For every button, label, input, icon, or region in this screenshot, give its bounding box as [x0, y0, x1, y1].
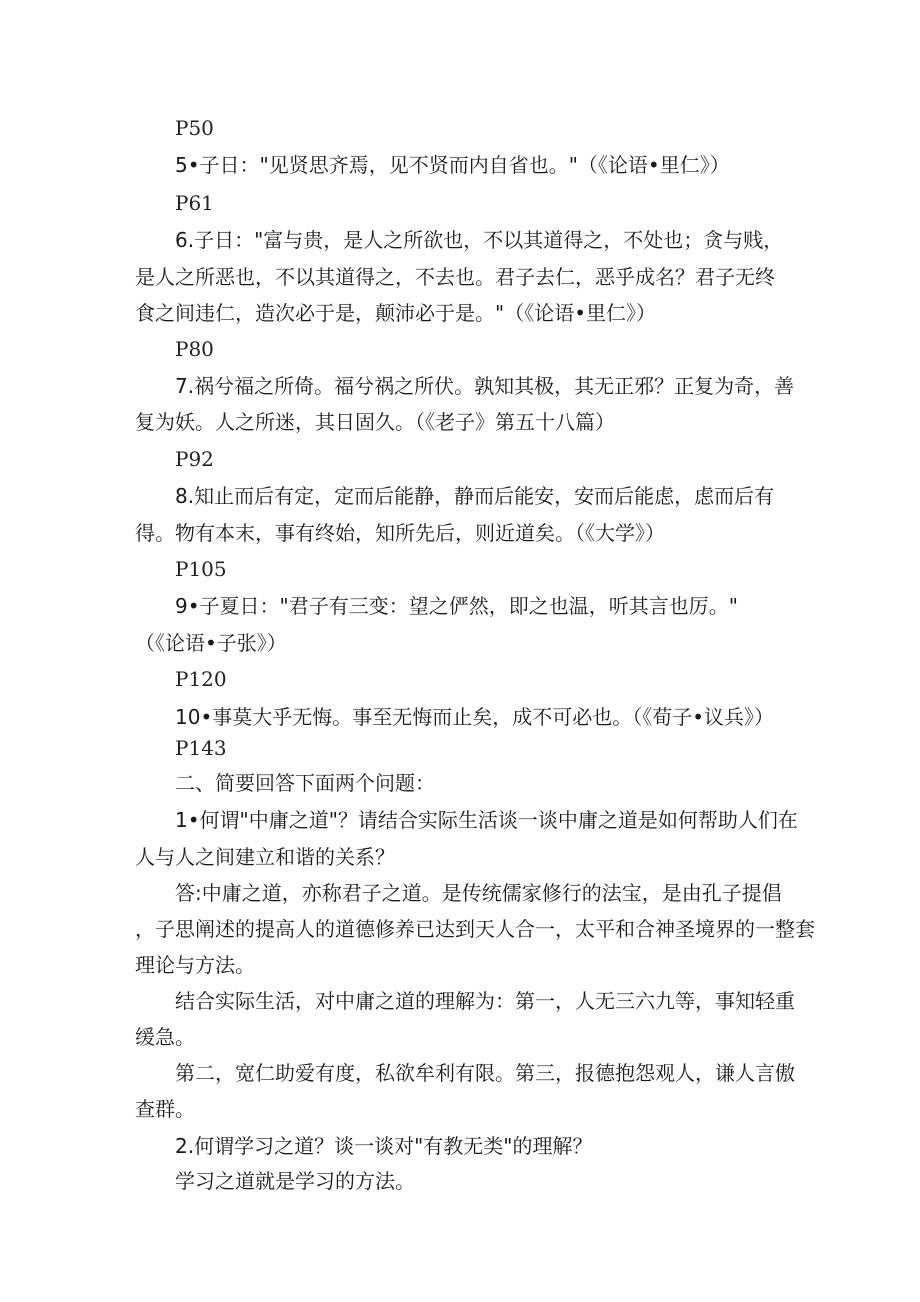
page-number: P80	[175, 337, 214, 361]
question-line: 人与人之间建立和谐的关系？	[135, 845, 395, 869]
question-line: 1•何谓"中庸之道"？请结合实际生活谈一谈中庸之道是如何帮助人们在	[175, 808, 798, 832]
page-number: P50	[175, 116, 214, 140]
page-number: P120	[175, 667, 227, 691]
quote-line: 10•事莫大乎无悔。事至无悔而止矣，成不可必也。（《荀子•议兵》）	[175, 705, 775, 729]
section-heading: 二、简要回答下面两个问题：	[175, 771, 435, 795]
answer-line: 结合实际生活，对中庸之道的理解为：第一，人无三六九等，事知轻重	[175, 989, 795, 1013]
page-number: P92	[175, 447, 214, 471]
quote-line: （《论语•子张》）	[135, 631, 287, 655]
page-number: P105	[175, 557, 227, 581]
quote-line: 6.子日："富与贵，是人之所欲也，不以其道得之，不处也；贪与贱，	[175, 228, 784, 252]
quote-line: 食之间违仁，造次必于是，颠沛必于是。"（《论语•里仁》）	[135, 301, 656, 325]
quote-line: 是人之所恶也，不以其道得之，不去也。君子去仁，恶乎成名？君子无终	[135, 265, 775, 289]
answer-line: 答:中庸之道，亦称君子之道。是传统儒家修行的法宝，是由孔子提倡	[175, 881, 782, 905]
answer-line: 缓急。	[135, 1025, 195, 1049]
quote-line: 7.祸兮福之所倚。福兮祸之所伏。孰知其极，其无正邪？正复为奇，善	[175, 374, 795, 398]
answer-line: 学习之道就是学习的方法。	[175, 1169, 415, 1193]
quote-line: 9•子夏日："君子有三变：望之俨然，即之也温，听其言也厉。"	[175, 594, 738, 618]
answer-line: 理论与方法。	[135, 953, 255, 977]
quote-line: 5•子日："见贤思齐焉，见不贤而内自省也。"（《论语•里仁》）	[175, 153, 730, 177]
quote-line: 8.知止而后有定，定而后能静，静而后能安，安而后能虑，虑而后有	[175, 484, 775, 508]
answer-line: ，子思阐述的提高人的道德修养已达到天人合一，太平和合神圣境界的一整套	[135, 917, 815, 941]
quote-line: 复为妖。人之所迷，其日固久。（《老子》第五十八篇）	[135, 410, 615, 434]
question-line: 2.何谓学习之道？谈一谈对"有教无类"的理解？	[175, 1134, 593, 1158]
quote-line: 得。物有本末，事有终始，知所先后，则近道矣。（《大学》）	[135, 521, 665, 545]
page-number: P61	[175, 191, 214, 215]
page-number: P143	[175, 736, 227, 760]
answer-line: 第二，宽仁助爱有度，私欲牟利有限。第三，报德抱怨观人，谦人言傲	[175, 1061, 795, 1085]
answer-line: 查群。	[135, 1097, 195, 1121]
